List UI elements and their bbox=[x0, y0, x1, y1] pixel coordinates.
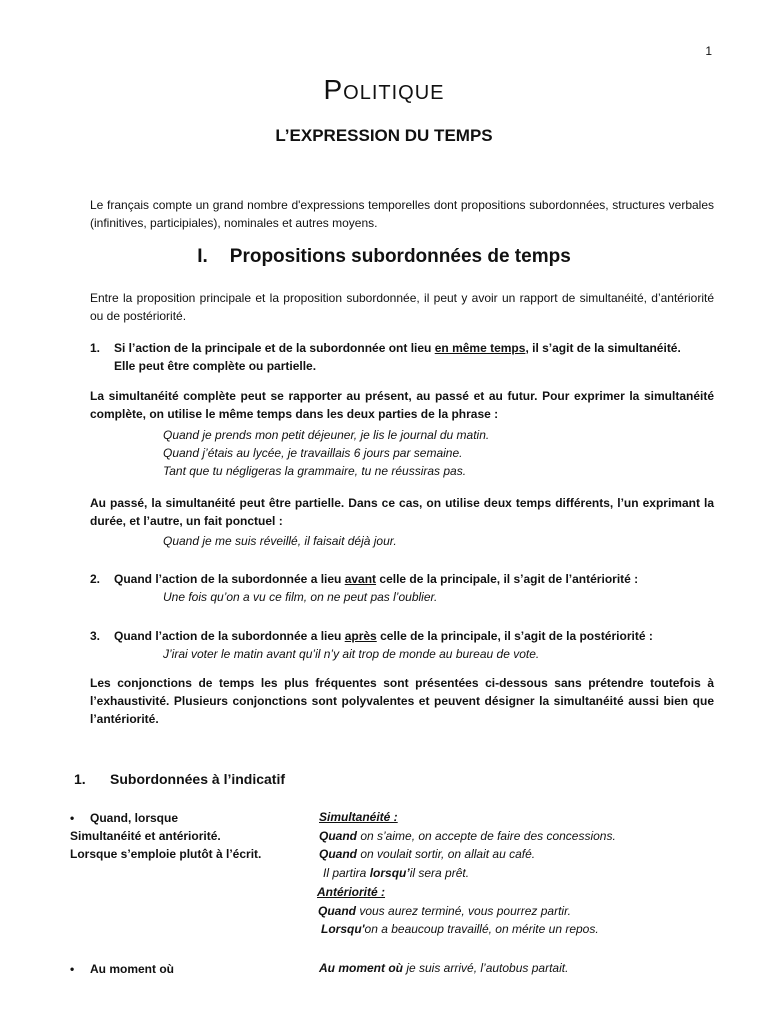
item-text: Si l’action de la principale et de la subordonnée ont lieu bbox=[114, 341, 435, 355]
item-number: 2. bbox=[90, 572, 101, 586]
conjunction-examples-quand bbox=[319, 808, 616, 939]
item-simultaneite bbox=[90, 339, 714, 375]
item-text: Quand l’action de la subordonnée a lieu bbox=[114, 572, 345, 586]
example-text: on voulait sortir, on allait au café. bbox=[357, 847, 536, 862]
item-number: 1. bbox=[90, 341, 101, 355]
subsection-title: Subordonnées à l’indicatif bbox=[110, 771, 286, 787]
conjunction-entry-au-moment-ou bbox=[70, 960, 174, 978]
conjunction-examples-au-moment-ou bbox=[319, 959, 568, 978]
example-text: on s’aime, on accepte de faire des concessions. bbox=[357, 828, 616, 843]
example-line: J’irai voter le matin avant qu’il n’y ait trop de monde au bureau de vote. bbox=[163, 647, 540, 661]
partial-paragraph: Au passé, la simultanéité peut être partielle. Dans ce cas, on utilise deux temps différents, l’un exprimant la durée, et l’autre, un fait ponctuel : bbox=[90, 496, 714, 528]
conjunction-note: Simultanéité et antériorité. bbox=[70, 829, 221, 843]
example-line: Une fois qu’on a vu ce film, on ne peut pas l’oublier. bbox=[163, 590, 438, 604]
item-underline: avant bbox=[344, 572, 377, 586]
keyword: Lorsqu' bbox=[321, 922, 365, 937]
item-underline: en même temps bbox=[434, 341, 526, 355]
keyword: Quand bbox=[318, 903, 356, 918]
item-text: Elle peut être complète ou partielle. bbox=[114, 359, 317, 373]
section-lead: Entre la proposition principale et la proposition subordonnée, il peut y avoir un rapport de simultanéité, d’antériorité ou de postériorité. bbox=[90, 291, 714, 323]
section-title: Propositions subordonnées de temps bbox=[229, 246, 571, 267]
keyword: Quand bbox=[319, 828, 357, 843]
item-posteriorite bbox=[90, 627, 714, 645]
conjunction-label: Au moment où bbox=[90, 962, 174, 976]
section-number: I. bbox=[197, 246, 208, 267]
subsection-number: 1. bbox=[74, 771, 86, 787]
item-text: celle de la principale, il s’agit de la postériorité : bbox=[376, 629, 653, 643]
keyword: Quand bbox=[319, 847, 357, 862]
example-text: il sera prêt. bbox=[409, 866, 470, 881]
conjunction-note: Lorsque s’emploie plutôt à l’écrit. bbox=[70, 847, 262, 861]
example-text: vous aurez terminé, vous pourrez partir. bbox=[356, 903, 571, 918]
item-underline: après bbox=[344, 629, 377, 643]
document-title: Politique bbox=[323, 74, 445, 105]
example-line: Quand je prends mon petit déjeuner, je lis le journal du matin. bbox=[163, 428, 490, 442]
example-text: on a beaucoup travaillé, on mérite un repos. bbox=[364, 922, 599, 937]
simultaneite-label: Simultanéité : bbox=[319, 810, 398, 824]
bullet-icon: • bbox=[70, 962, 75, 976]
complete-paragraph: La simultanéité complète peut se rapporter au présent, au passé et au futur. Pour exprimer la simultanéité complète, on utilise le même temps dans les deux parties de la phrase : bbox=[90, 389, 714, 421]
item-text: , il s’agit de la simultanéité. bbox=[525, 341, 681, 355]
bullet-icon: • bbox=[70, 811, 75, 825]
section-heading bbox=[0, 246, 768, 268]
item-text: Quand l’action de la subordonnée a lieu bbox=[114, 629, 345, 643]
item-number: 3. bbox=[90, 629, 101, 643]
document-subtitle: L’EXPRESSION DU TEMPS bbox=[275, 126, 493, 145]
intro-paragraph: Le français compte un grand nombre d'expressions temporelles dont propositions subordonnées, structures verbales (infinitives, participiales), nominales et autres moyens. bbox=[90, 198, 714, 230]
example-line: Tant que tu négligeras la grammaire, tu ne réussiras pas. bbox=[163, 464, 467, 478]
conjunction-entry-quand bbox=[70, 809, 261, 863]
page-number: 1 bbox=[705, 44, 712, 58]
item-anteriorite bbox=[90, 570, 714, 588]
anteriorite-label: Antériorité : bbox=[317, 884, 386, 899]
example-text: je suis arrivé, l’autobus partait. bbox=[403, 961, 569, 975]
subsection-heading bbox=[74, 771, 285, 787]
example-text: Il partira bbox=[323, 866, 370, 881]
keyword: lorsqu’ bbox=[369, 866, 410, 881]
conjunction-label: Quand, lorsque bbox=[90, 811, 179, 825]
example-line: Quand je me suis réveillé, il faisait déjà jour. bbox=[163, 534, 397, 548]
item-text: celle de la principale, il s’agit de l’antériorité : bbox=[376, 572, 639, 586]
example-line: Quand j’étais au lycée, je travaillais 6 jours par semaine. bbox=[163, 446, 463, 460]
conjunctions-paragraph: Les conjonctions de temps les plus fréquentes sont présentées ci-dessous sans prétendre toutefois à l’exhaustivité. Plusieurs conjonctions sont polyvalentes et peuvent désigner la simultanéité aussi bien que l’antériorité. bbox=[90, 676, 714, 726]
keyword: Au moment où bbox=[319, 961, 403, 975]
